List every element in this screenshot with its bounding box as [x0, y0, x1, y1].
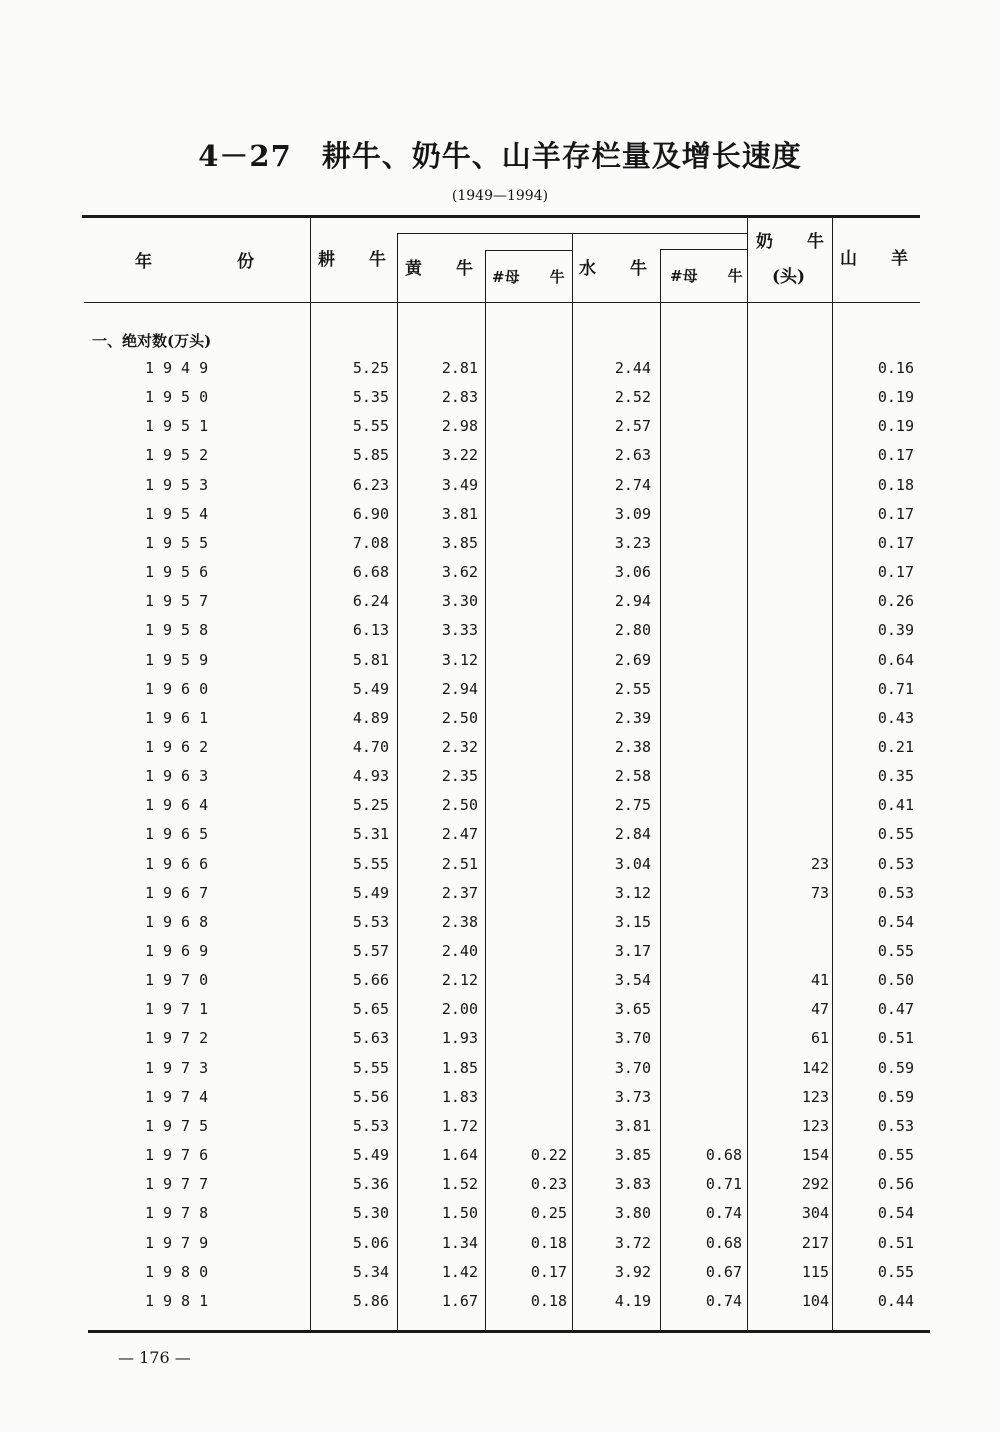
header-buffalo-female: #母 牛	[670, 267, 743, 285]
cell-plough-cattle: 4.89	[352, 709, 389, 727]
cell-buffalo: 2.57	[614, 417, 651, 435]
cell-buffalo-female: 0.68	[705, 1146, 742, 1164]
cell-dairy-cattle: 292	[801, 1175, 829, 1193]
table-row	[0, 1116, 1000, 1145]
cell-goat: 0.19	[877, 388, 914, 406]
cell-buffalo: 3.65	[614, 1000, 651, 1018]
table-row	[0, 1087, 1000, 1116]
cell-goat: 0.43	[877, 709, 914, 727]
cell-year: 1981	[145, 1292, 218, 1310]
cell-plough-cattle: 5.86	[352, 1292, 389, 1310]
cell-year: 1956	[145, 563, 218, 581]
cell-goat: 0.59	[877, 1059, 914, 1077]
cell-buffalo: 3.12	[614, 884, 651, 902]
cell-plough-cattle: 5.57	[352, 942, 389, 960]
cell-buffalo: 3.70	[614, 1059, 651, 1077]
cell-buffalo-female: 0.71	[705, 1175, 742, 1193]
cell-plough-cattle: 5.49	[352, 1146, 389, 1164]
cell-plough-cattle: 7.08	[352, 534, 389, 552]
cell-yellow-cattle: 2.83	[441, 388, 478, 406]
cell-yellow-cattle: 2.00	[441, 1000, 478, 1018]
cell-goat: 0.17	[877, 446, 914, 464]
cell-goat: 0.16	[877, 359, 914, 377]
cell-plough-cattle: 5.55	[352, 855, 389, 873]
cell-year: 1962	[145, 738, 218, 756]
cell-plough-cattle: 5.31	[352, 825, 389, 843]
cell-plough-cattle: 5.35	[352, 388, 389, 406]
cell-buffalo: 3.15	[614, 913, 651, 931]
cell-year: 1960	[145, 680, 218, 698]
cell-buffalo: 2.94	[614, 592, 651, 610]
cell-year: 1979	[145, 1234, 218, 1252]
cell-yellow-cattle: 2.32	[441, 738, 478, 756]
cell-yellow-cattle: 1.85	[441, 1059, 478, 1077]
cell-yellow-cattle: 1.52	[441, 1175, 478, 1193]
cell-year: 1980	[145, 1263, 218, 1281]
cell-goat: 0.55	[877, 942, 914, 960]
cell-yellow-cattle: 1.67	[441, 1292, 478, 1310]
cell-buffalo-female: 0.67	[705, 1263, 742, 1281]
table-row	[0, 883, 1000, 912]
header-buffalo: 水 牛	[579, 259, 647, 279]
cell-plough-cattle: 6.13	[352, 621, 389, 639]
cell-dairy-cattle: 123	[801, 1088, 829, 1106]
cell-yellow-cattle: 3.33	[441, 621, 478, 639]
header-year: 年 份	[135, 252, 254, 272]
cell-yellow-cattle: 3.22	[441, 446, 478, 464]
table-row	[0, 533, 1000, 562]
cell-yellow-cattle: 3.30	[441, 592, 478, 610]
cell-dairy-cattle: 47	[810, 1000, 829, 1018]
cell-goat: 0.55	[877, 825, 914, 843]
cell-year: 1952	[145, 446, 218, 464]
header-yellow-female: #母 牛	[492, 268, 565, 286]
cell-plough-cattle: 5.63	[352, 1029, 389, 1047]
cell-buffalo: 2.38	[614, 738, 651, 756]
cell-year: 1971	[145, 1000, 218, 1018]
table-row	[0, 912, 1000, 941]
cell-goat: 0.19	[877, 417, 914, 435]
cell-plough-cattle: 4.93	[352, 767, 389, 785]
table-row	[0, 1262, 1000, 1291]
cell-plough-cattle: 5.49	[352, 884, 389, 902]
cell-buffalo: 3.06	[614, 563, 651, 581]
table-row	[0, 562, 1000, 591]
cell-plough-cattle: 5.55	[352, 1059, 389, 1077]
cell-buffalo: 3.72	[614, 1234, 651, 1252]
cell-yellow-female: 0.22	[530, 1146, 567, 1164]
cell-year: 1951	[145, 417, 218, 435]
cell-yellow-cattle: 3.49	[441, 476, 478, 494]
table-row	[0, 708, 1000, 737]
cell-yellow-female: 0.18	[530, 1292, 567, 1310]
cell-buffalo: 2.55	[614, 680, 651, 698]
table-row	[0, 445, 1000, 474]
cell-yellow-cattle: 2.94	[441, 680, 478, 698]
cell-dairy-cattle: 217	[801, 1234, 829, 1252]
cell-goat: 0.47	[877, 1000, 914, 1018]
cell-plough-cattle: 5.53	[352, 913, 389, 931]
table-row	[0, 999, 1000, 1028]
cell-plough-cattle: 5.34	[352, 1263, 389, 1281]
cell-year: 1968	[145, 913, 218, 931]
table-row	[0, 970, 1000, 999]
cell-year: 1959	[145, 651, 218, 669]
table-row	[0, 591, 1000, 620]
cell-year: 1949	[145, 359, 218, 377]
cell-yellow-cattle: 2.81	[441, 359, 478, 377]
cell-year: 1965	[145, 825, 218, 843]
cell-buffalo: 4.19	[614, 1292, 651, 1310]
cell-yellow-cattle: 1.83	[441, 1088, 478, 1106]
cell-buffalo: 2.74	[614, 476, 651, 494]
cell-plough-cattle: 6.23	[352, 476, 389, 494]
cell-yellow-cattle: 2.50	[441, 709, 478, 727]
cell-plough-cattle: 5.25	[352, 796, 389, 814]
cell-goat: 0.50	[877, 971, 914, 989]
table-row	[0, 824, 1000, 853]
cell-buffalo: 2.75	[614, 796, 651, 814]
cell-yellow-cattle: 2.12	[441, 971, 478, 989]
header-yellow-cattle: 黄 牛	[405, 259, 473, 279]
cell-dairy-cattle: 304	[801, 1204, 829, 1222]
cell-buffalo-female: 0.74	[705, 1292, 742, 1310]
cell-year: 1958	[145, 621, 218, 639]
subgroup-rule-buffalo	[660, 249, 747, 250]
cell-year: 1961	[145, 709, 218, 727]
cell-goat: 0.44	[877, 1292, 914, 1310]
cell-plough-cattle: 5.49	[352, 680, 389, 698]
cell-plough-cattle: 5.56	[352, 1088, 389, 1106]
cell-yellow-cattle: 2.47	[441, 825, 478, 843]
cell-goat: 0.21	[877, 738, 914, 756]
table-row	[0, 737, 1000, 766]
cell-plough-cattle: 5.53	[352, 1117, 389, 1135]
cell-plough-cattle: 5.65	[352, 1000, 389, 1018]
cell-year: 1973	[145, 1059, 218, 1077]
cell-yellow-cattle: 1.50	[441, 1204, 478, 1222]
cell-dairy-cattle: 123	[801, 1117, 829, 1135]
cell-goat: 0.35	[877, 767, 914, 785]
cell-dairy-cattle: 142	[801, 1059, 829, 1077]
page-number: — 176 —	[118, 1348, 191, 1367]
cell-buffalo: 2.84	[614, 825, 651, 843]
subgroup-rule-yellow	[485, 250, 572, 251]
cell-goat: 0.41	[877, 796, 914, 814]
cell-dairy-cattle: 41	[810, 971, 829, 989]
cell-yellow-cattle: 2.37	[441, 884, 478, 902]
cell-year: 1969	[145, 942, 218, 960]
cell-buffalo: 3.92	[614, 1263, 651, 1281]
cell-year: 1972	[145, 1029, 218, 1047]
table-row	[0, 795, 1000, 824]
cell-goat: 0.17	[877, 505, 914, 523]
cell-yellow-cattle: 1.64	[441, 1146, 478, 1164]
cell-buffalo: 3.80	[614, 1204, 651, 1222]
table-row	[0, 1291, 1000, 1320]
table-row	[0, 1233, 1000, 1262]
cell-plough-cattle: 6.24	[352, 592, 389, 610]
cell-goat: 0.53	[877, 884, 914, 902]
table-row	[0, 475, 1000, 504]
table-row	[0, 358, 1000, 387]
cell-goat: 0.18	[877, 476, 914, 494]
cell-yellow-cattle: 1.42	[441, 1263, 478, 1281]
table-row	[0, 1203, 1000, 1232]
cell-buffalo: 2.44	[614, 359, 651, 377]
table-row	[0, 679, 1000, 708]
cell-yellow-female: 0.17	[530, 1263, 567, 1281]
header-goat: 山 羊	[840, 249, 908, 269]
cell-year: 1975	[145, 1117, 218, 1135]
cell-buffalo: 2.39	[614, 709, 651, 727]
cell-goat: 0.53	[877, 855, 914, 873]
cell-buffalo: 2.52	[614, 388, 651, 406]
table-row	[0, 387, 1000, 416]
table-row	[0, 766, 1000, 795]
cell-dairy-cattle: 61	[810, 1029, 829, 1047]
cell-dairy-cattle: 115	[801, 1263, 829, 1281]
cell-year: 1953	[145, 476, 218, 494]
cell-year: 1950	[145, 388, 218, 406]
cell-plough-cattle: 5.85	[352, 446, 389, 464]
cell-goat: 0.55	[877, 1146, 914, 1164]
cell-goat: 0.64	[877, 651, 914, 669]
cell-plough-cattle: 5.30	[352, 1204, 389, 1222]
cell-dairy-cattle: 23	[810, 855, 829, 873]
cell-buffalo: 3.09	[614, 505, 651, 523]
cell-goat: 0.59	[877, 1088, 914, 1106]
cell-yellow-cattle: 2.35	[441, 767, 478, 785]
cell-buffalo: 3.04	[614, 855, 651, 873]
cell-year: 1957	[145, 592, 218, 610]
cell-goat: 0.26	[877, 592, 914, 610]
table-row	[0, 1058, 1000, 1087]
table-row	[0, 650, 1000, 679]
cell-yellow-cattle: 2.40	[441, 942, 478, 960]
cell-goat: 0.55	[877, 1263, 914, 1281]
cell-goat: 0.17	[877, 563, 914, 581]
cell-dairy-cattle: 104	[801, 1292, 829, 1310]
cell-buffalo-female: 0.68	[705, 1234, 742, 1252]
table-row	[0, 620, 1000, 649]
cell-buffalo: 2.58	[614, 767, 651, 785]
cell-plough-cattle: 5.25	[352, 359, 389, 377]
cell-goat: 0.51	[877, 1234, 914, 1252]
cell-yellow-cattle: 1.93	[441, 1029, 478, 1047]
cell-goat: 0.71	[877, 680, 914, 698]
cell-year: 1974	[145, 1088, 218, 1106]
cell-year: 1978	[145, 1204, 218, 1222]
cell-goat: 0.56	[877, 1175, 914, 1193]
cell-year: 1954	[145, 505, 218, 523]
cell-yellow-cattle: 3.12	[441, 651, 478, 669]
cell-plough-cattle: 4.70	[352, 738, 389, 756]
cell-year: 1963	[145, 767, 218, 785]
cell-year: 1955	[145, 534, 218, 552]
cell-buffalo: 3.85	[614, 1146, 651, 1164]
cell-year: 1976	[145, 1146, 218, 1164]
cell-yellow-cattle: 3.81	[441, 505, 478, 523]
cell-year: 1967	[145, 884, 218, 902]
cell-yellow-cattle: 2.51	[441, 855, 478, 873]
table-row	[0, 1174, 1000, 1203]
cell-goat: 0.54	[877, 913, 914, 931]
cell-buffalo: 2.63	[614, 446, 651, 464]
table-top-rule	[82, 215, 920, 218]
table-row	[0, 416, 1000, 445]
cell-yellow-cattle: 2.38	[441, 913, 478, 931]
header-dairy-unit: (头)	[772, 267, 806, 287]
cell-buffalo: 2.69	[614, 651, 651, 669]
section-label: 一、绝对数(万头)	[92, 332, 212, 350]
cell-dairy-cattle: 154	[801, 1146, 829, 1164]
cell-buffalo: 3.70	[614, 1029, 651, 1047]
page-subtitle: (1949—1994)	[451, 188, 549, 204]
cell-year: 1970	[145, 971, 218, 989]
cell-buffalo: 3.54	[614, 971, 651, 989]
table-row	[0, 504, 1000, 533]
cell-goat: 0.54	[877, 1204, 914, 1222]
cell-goat: 0.51	[877, 1029, 914, 1047]
cell-plough-cattle: 6.90	[352, 505, 389, 523]
cell-yellow-female: 0.25	[530, 1204, 567, 1222]
cell-plough-cattle: 6.68	[352, 563, 389, 581]
cell-buffalo-female: 0.74	[705, 1204, 742, 1222]
cell-plough-cattle: 5.06	[352, 1234, 389, 1252]
cell-yellow-cattle: 1.72	[441, 1117, 478, 1135]
cell-buffalo: 3.73	[614, 1088, 651, 1106]
cell-buffalo: 3.17	[614, 942, 651, 960]
cell-goat: 0.53	[877, 1117, 914, 1135]
header-dairy-cattle: 奶 牛	[756, 232, 824, 252]
cell-yellow-cattle: 3.85	[441, 534, 478, 552]
page-title: 4－27 耕牛、奶牛、山羊存栏量及增长速度	[198, 139, 802, 173]
header-bottom-rule	[84, 302, 920, 303]
cell-goat: 0.39	[877, 621, 914, 639]
cell-buffalo: 3.23	[614, 534, 651, 552]
cell-yellow-cattle: 2.98	[441, 417, 478, 435]
cell-plough-cattle: 5.66	[352, 971, 389, 989]
table-row	[0, 1028, 1000, 1057]
table-row	[0, 1145, 1000, 1174]
cell-buffalo: 3.81	[614, 1117, 651, 1135]
cell-yellow-female: 0.18	[530, 1234, 567, 1252]
table-row	[0, 854, 1000, 883]
cell-year: 1964	[145, 796, 218, 814]
cell-goat: 0.17	[877, 534, 914, 552]
cell-plough-cattle: 5.55	[352, 417, 389, 435]
cell-yellow-cattle: 1.34	[441, 1234, 478, 1252]
table-bottom-rule	[88, 1330, 930, 1333]
cell-plough-cattle: 5.36	[352, 1175, 389, 1193]
cell-year: 1966	[145, 855, 218, 873]
cell-yellow-female: 0.23	[530, 1175, 567, 1193]
cell-yellow-cattle: 3.62	[441, 563, 478, 581]
cell-plough-cattle: 5.81	[352, 651, 389, 669]
header-plough-cattle: 耕 牛	[318, 250, 386, 270]
cell-yellow-cattle: 2.50	[441, 796, 478, 814]
cell-buffalo: 2.80	[614, 621, 651, 639]
table-row	[0, 941, 1000, 970]
cell-buffalo: 3.83	[614, 1175, 651, 1193]
cell-year: 1977	[145, 1175, 218, 1193]
cell-dairy-cattle: 73	[810, 884, 829, 902]
